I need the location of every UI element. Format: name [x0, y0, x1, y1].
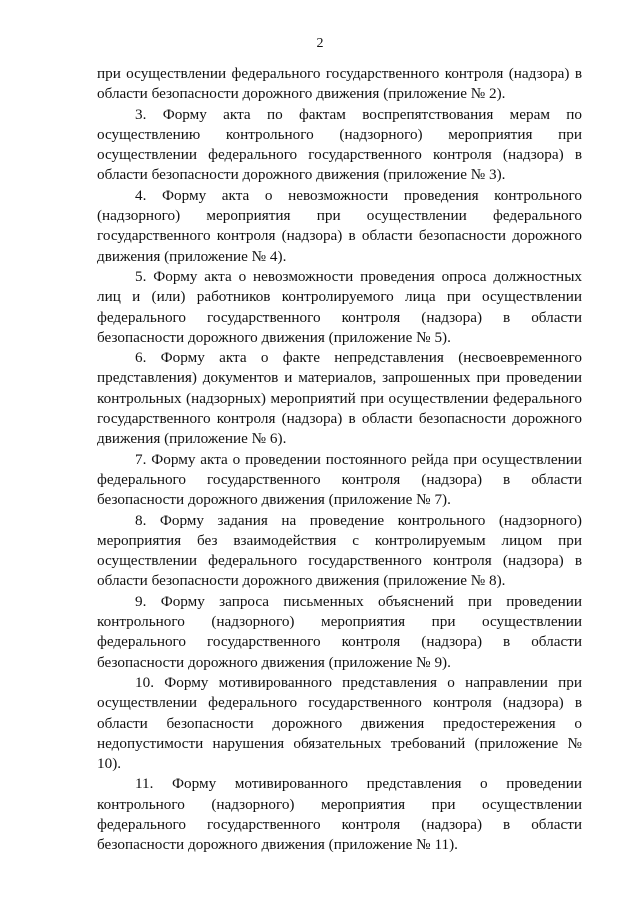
paragraph-item-10: 10. Форму мотивированного представления о направлении при осуществлении федерального государственного контроля (надзора) в области безопасности дорожного движения предостережения о недопустимости нарушения обязательных требований (приложение № 10). — [97, 673, 582, 773]
paragraph-item-3: 3. Форму акта по фактам воспрепятствования мерам по осуществлению контрольного (надзорного) мероприятия при осуществлении федерального государственного контроля (надзора) в области безопасности дорожного движения (приложение № 3). — [97, 105, 582, 184]
paragraph-item-5: 5. Форму акта о невозможности проведения опроса должностных лиц и (или) работников контролируемого лица при осуществлении федерального государственного контроля (надзора) в области безопасности дорожного движения (приложение № 5). — [97, 267, 582, 346]
paragraph-item-8: 8. Форму задания на проведение контрольного (надзорного) мероприятия без взаимодействия с контролируемым лицом при осуществлении федерального государственного контроля (надзора) в области безопасности дорожного движения (приложение № 8). — [97, 511, 582, 590]
paragraph-item-11: 11. Форму мотивированного представления о проведении контрольного (надзорного) мероприятия при осуществлении федерального государственного контроля (надзора) в области безопасности дорожного движения (приложение № 11). — [97, 775, 582, 854]
paragraph-item-6: 6. Форму акта о факте непредставления (несвоевременного представления) документов и материалов, запрошенных при проведении контрольных (надзорных) мероприятий при осуществлении федерального государственного контроля (надзора) в области безопасности дорожного движения (приложение № 6). — [97, 349, 582, 448]
page-number: 2 — [316, 36, 324, 51]
document-body — [97, 64, 582, 856]
paragraph-item-7: 7. Форму акта о проведении постоянного рейда при осуществлении федерального государственного контроля (надзора) в области безопасности дорожного движения (приложение № 7). — [97, 450, 582, 509]
paragraph-continuation: при осуществлении федерального государственного контроля (надзора) в области безопасности дорожного движения (приложение № 2). — [97, 65, 582, 103]
paragraph-item-9: 9. Форму запроса письменных объяснений при проведении контрольного (надзорного) мероприятия при осуществлении федерального государственного контроля (надзора) в области безопасности дорожного движения (приложение № 9). — [97, 592, 582, 671]
paragraph-item-4: 4. Форму акта о невозможности проведения контрольного (надзорного) мероприятия при осуществлении федерального государственного контроля (надзора) в области безопасности дорожного движения (приложение № 4). — [97, 186, 582, 265]
